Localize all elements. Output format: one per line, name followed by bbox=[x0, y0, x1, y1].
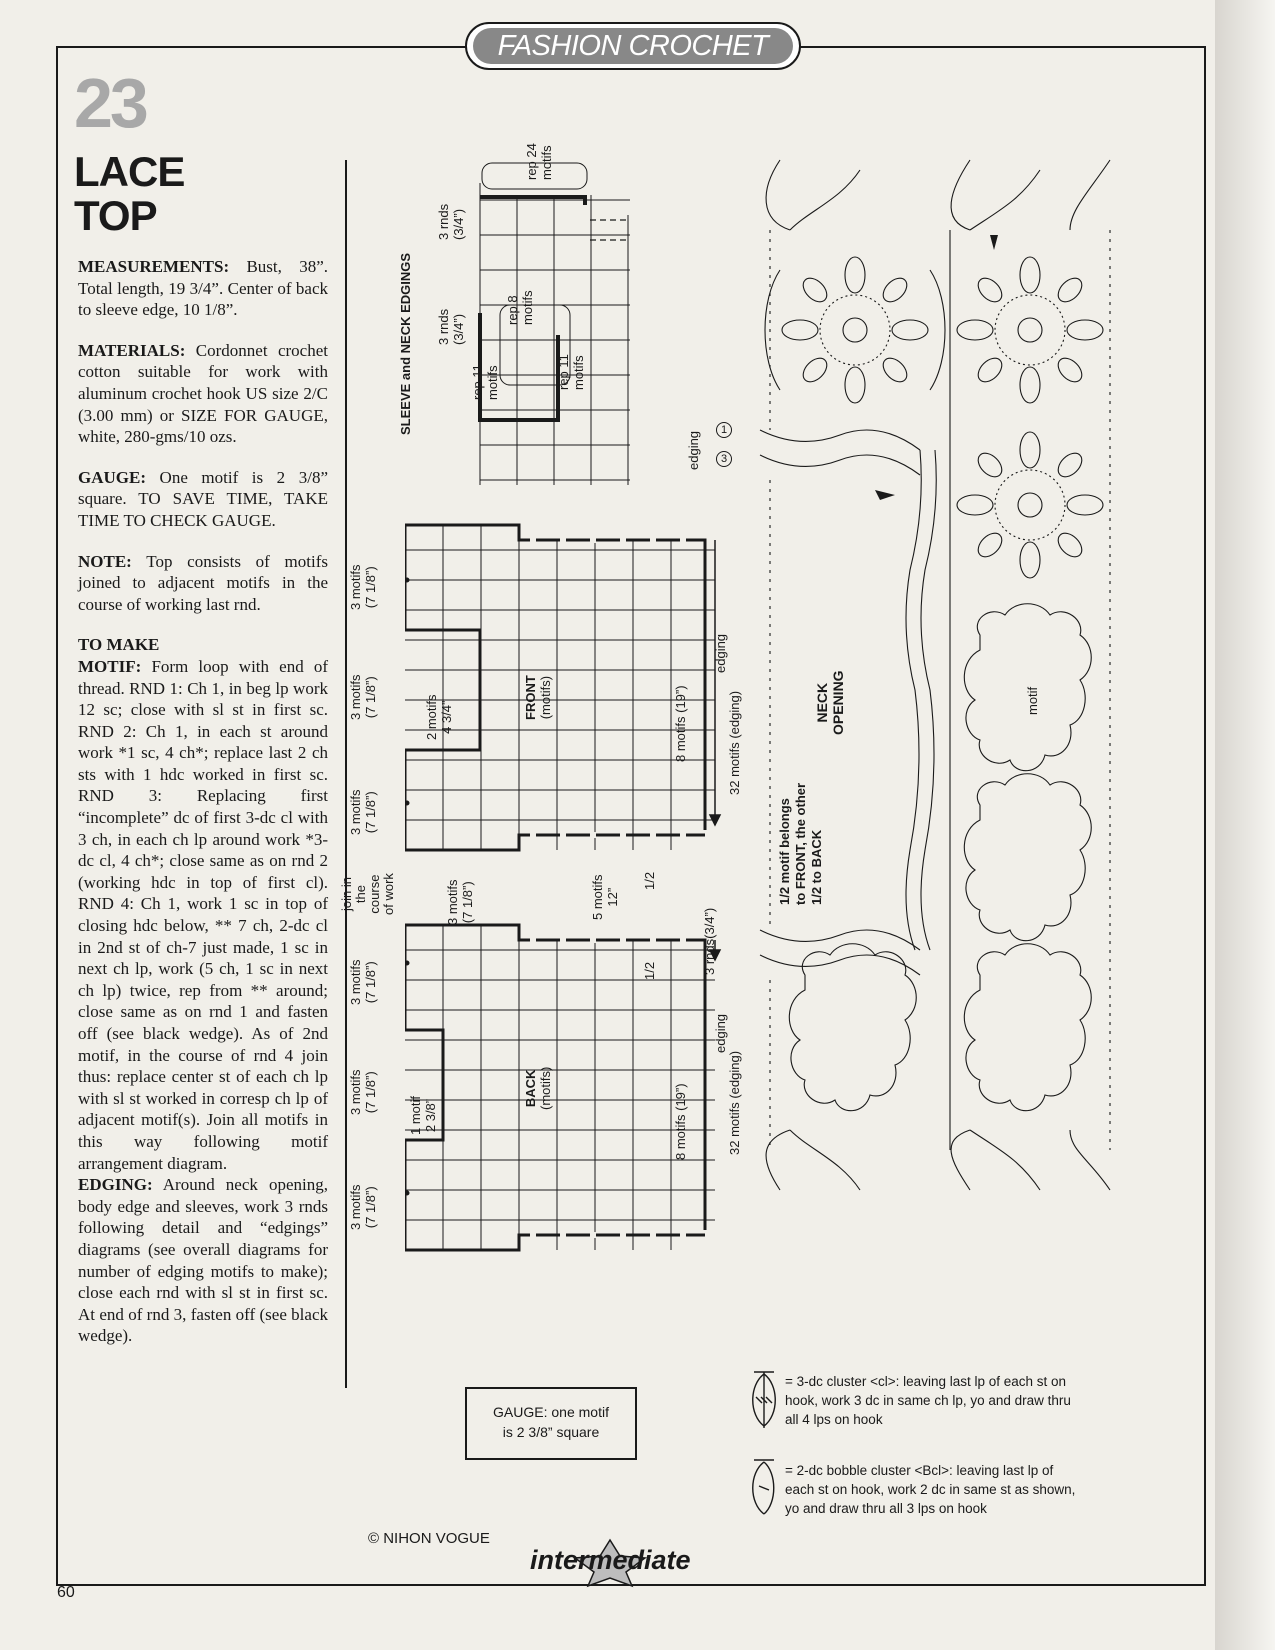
gauge-label: GAUGE: bbox=[78, 467, 146, 487]
title-line-1: LACE bbox=[74, 148, 185, 195]
to-make-heading: TO MAKE bbox=[78, 635, 160, 655]
sleeve-rep11-b: rep 11 motifs bbox=[556, 354, 586, 390]
sleeve-diagram-title: SLEEVE and NECK EDGINGS bbox=[398, 252, 413, 435]
sleeve-rep8: rep 8 motifs bbox=[505, 290, 535, 325]
sleeve-rep11-a: rep 11 motifs bbox=[470, 364, 500, 400]
gauge-box-line1: GAUGE: one motif bbox=[493, 1404, 609, 1420]
edging-label-front: edging bbox=[713, 633, 728, 673]
title-line-2: TOP bbox=[74, 192, 157, 239]
five-motifs-label: 5 motifs 12” bbox=[590, 874, 620, 920]
sleeve-edging-diagram bbox=[470, 155, 670, 515]
sleeve-rep24: rep 24 motifs bbox=[524, 143, 554, 180]
half-motif-note: 1/2 motif belongs to FRONT, the other 1/2 to BACK bbox=[777, 782, 824, 905]
materials-text: Cordonnet crochet cotton suitable for work with aluminum crochet hook US size 2/C (3.00 mm) or SIZE FOR GAUGE, white, 280-gms/10 ozs. bbox=[78, 340, 328, 447]
col-label-4: 3 motifs (7 1/8”) bbox=[348, 959, 378, 1005]
section-tab bbox=[465, 22, 801, 70]
detail-edging-label: edging bbox=[686, 430, 701, 470]
thirtytwo-front: 32 motifs (edging) bbox=[727, 690, 742, 795]
measurements-label: MEASUREMENTS: bbox=[78, 257, 230, 276]
col-label-6: 3 motifs (7 1/8”) bbox=[348, 1184, 378, 1230]
legend-bobble: = 2-dc bobble cluster <Bcl>: leaving last lp of each st on hook, work 2 dc in same st as shown, yo and draw thru all 3 lps on hook bbox=[785, 1463, 1076, 1516]
gauge-paragraph bbox=[78, 467, 328, 532]
col-label-5: 3 motifs (7 1/8”) bbox=[348, 1069, 378, 1115]
detail-motif-label: motif bbox=[1025, 686, 1040, 715]
gauge-text: One motif is 2 3/8” square. TO SAVE TIME, TAKE TIME TO CHECK GAUGE. bbox=[78, 467, 328, 530]
measurements-paragraph bbox=[78, 256, 328, 321]
edging-paragraph bbox=[78, 1174, 328, 1347]
measurements-text: Bust, 38”. Total length, 19 3/4”. Center of back to sleeve edge, 10 1/8”. bbox=[78, 257, 328, 320]
page-curl-edge bbox=[1215, 0, 1275, 1650]
one-motif-label: 1 motif 2 3/8” bbox=[408, 1095, 438, 1135]
col-label-3: 3 motifs (7 1/8”) bbox=[348, 789, 378, 835]
column-divider bbox=[345, 160, 347, 1388]
section-title: FASHION CROCHET bbox=[473, 28, 793, 64]
cluster-symbol-icon bbox=[744, 1370, 784, 1430]
materials-paragraph bbox=[78, 340, 328, 448]
pattern-title bbox=[74, 150, 184, 238]
thirtytwo-back: 32 motifs (edging) bbox=[727, 1050, 742, 1155]
neck-opening-label: NECK OPENING bbox=[814, 670, 846, 735]
edging-label: EDGING: bbox=[78, 1175, 153, 1195]
col-label-1: 3 motifs (7 1/8”) bbox=[348, 564, 378, 610]
gauge-box bbox=[465, 1387, 637, 1460]
half-label-b: 1/2 bbox=[642, 961, 657, 980]
motif-detail-diagram bbox=[740, 150, 1140, 1250]
sleeve-rnds-b: 3 rnds (3/4”) bbox=[436, 308, 466, 345]
half-label-a: 1/2 bbox=[642, 871, 657, 890]
copyright: © NIHON VOGUE bbox=[368, 1530, 490, 1547]
join-note: join in the course of work bbox=[339, 873, 396, 915]
back-label: BACK (motifs) bbox=[523, 1066, 553, 1110]
instructions-column bbox=[78, 256, 328, 1347]
motif-label: MOTIF: bbox=[78, 656, 142, 676]
motif-text: Form loop with end of thread. RND 1: Ch 1, in beg lp work 12 sc; close with sl st in first sc. RND 2: Ch 1, in each st around work *1 sc, 4 ch*; replace last 2 ch sts with 1 hdc worked in first sc. RND 3: Replacing first “incomplete” dc of first 3-dc cl with 3 ch, in each ch lp around work *3-dc cl, 4 ch*; close same as on rnd 2 (working hdc in top of first cl). RND 4: Ch 1, work 1 sc in top of closing hdc below, ** 7 ch, 2-dc cl in 2nd st of ch-7 just made, 1 sc in next ch lp, work (5 ch, 1 sc in next ch lp) twice, rep from ** around; close same as on rnd 1 and fasten off (see black wedge). As of 2nd motif, in the course of rnd 4 join thus: replace center st of each ch lp with sl st worked in corresp ch lp of adjacent motif(s). Join all motifs in this way following motif arrangement diagram. bbox=[78, 656, 329, 1173]
note-text: Top consists of motifs joined to adjacent motifs in the course of working last rnd. bbox=[78, 551, 328, 614]
eight-motifs-back: 8 motifs (19”) bbox=[673, 1083, 688, 1160]
rnd3-marker: 3 bbox=[716, 451, 732, 467]
motif-paragraph bbox=[78, 656, 328, 1174]
note-label: NOTE: bbox=[78, 551, 132, 571]
skill-level: intermediate bbox=[530, 1545, 691, 1575]
pattern-number: 23 bbox=[74, 64, 146, 142]
materials-label: MATERIALS: bbox=[78, 340, 186, 360]
note-paragraph bbox=[78, 551, 328, 616]
gauge-box-line2: is 2 3/8” square bbox=[502, 1424, 600, 1440]
legend-cluster: = 3-dc cluster <cl>: leaving last lp of each st on hook, work 3 dc in same ch lp, yo and draw thru all 4 lps on hook bbox=[785, 1374, 1071, 1427]
two-motifs-label: 2 motifs 4 3/4” bbox=[424, 694, 454, 740]
sleeve-rnds-a: 3 rnds (3/4”) bbox=[436, 203, 466, 240]
three-rnds-label: 3 rnds(3/4”) bbox=[702, 907, 717, 975]
col-label-center: 3 motifs (7 1/8”) bbox=[445, 879, 475, 925]
edging-text: Around neck opening, body edge and sleeves, work 3 rnds following detail and “edgings” diagrams (see overall diagrams for number of edging motifs to make); close each rnd with sl st in first sc. At end of rnd 3, fasten off (see black wedge). bbox=[78, 1175, 328, 1346]
page-number: 60 bbox=[57, 1584, 75, 1601]
bobble-symbol-icon bbox=[744, 1458, 784, 1516]
eight-motifs-front: 8 motifs (19”) bbox=[673, 685, 688, 762]
edging-label-back: edging bbox=[713, 1013, 728, 1053]
front-label: FRONT (motifs) bbox=[523, 675, 553, 720]
rnd1-marker: 1 bbox=[716, 422, 732, 438]
col-label-2: 3 motifs (7 1/8”) bbox=[348, 674, 378, 720]
